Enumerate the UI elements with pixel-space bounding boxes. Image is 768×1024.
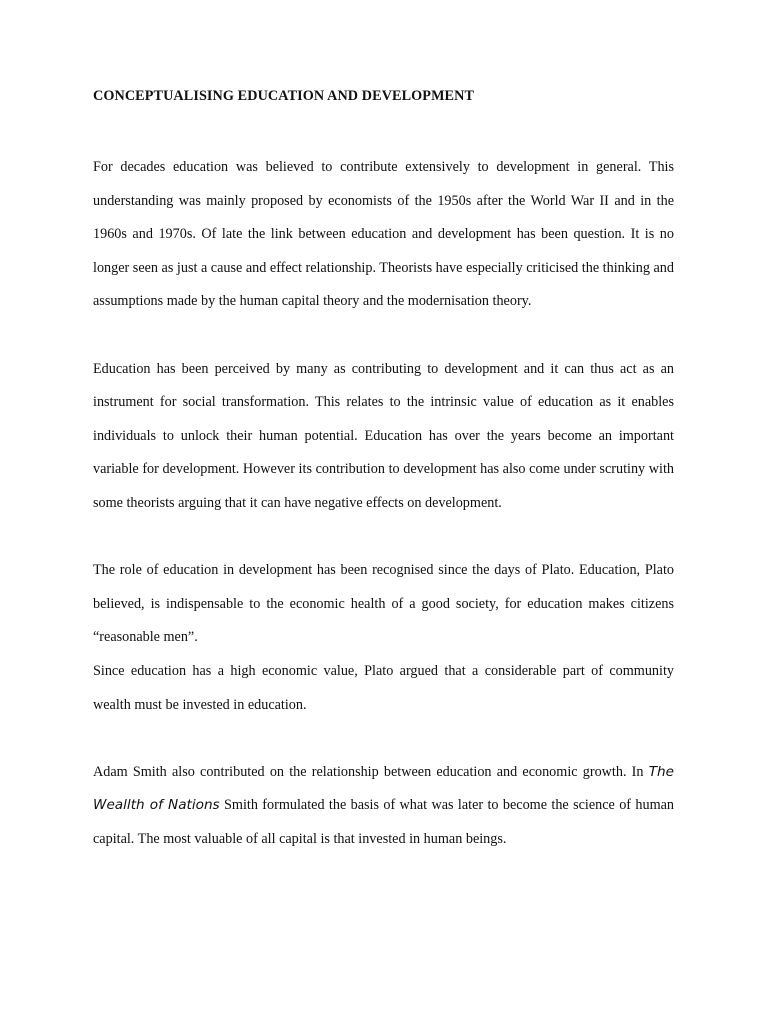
book-title: The Weallth of Nations (93, 763, 674, 814)
document-title: CONCEPTUALISING EDUCATION AND DEVELOPMENT (93, 88, 475, 104)
paragraph-adam-smith-rest: Smith formulated the basis of what was later to become the science of human capital. The most valuable of all capital is that invested in human beings. (93, 797, 675, 847)
paragraph-plato-education: The role of education in development has been recognised since the days of Plato. Education, Plato believed, is indispensable to the economic health of a good society, for education makes citizens “reasonable men”. (93, 562, 674, 646)
paragraph-adam-smith-intro: Adam Smith also contributed on the relationship between education and economic growth. In (93, 763, 649, 780)
paragraph-education-social-transformation: Education has been perceived by many as contributing to development and it can thus act as an instrument for social transformation. This relates to the intrinsic value of education as it enables individuals to unlock their human potential. Education has over the years become an important variable for development. However its contribution to development has also come under scrutiny with some theorists arguing that it can have negative effects on development. (93, 360, 674, 511)
document-body (93, 84, 674, 856)
paragraph-education-development-history: For decades education was believed to contribute extensively to development in general. This understanding was mainly proposed by economists of the 1950s after the World War II and in the 1960s and 1970s. Of late the link between education and development has been question. It is no longer seen as just a cause and effect relationship. Theorists have especially criticised the thinking and assumptions made by the human capital theory and the modernisation theory. (93, 159, 674, 310)
paragraph-plato-investment: Since education has a high economic value, Plato argued that a considerable part of community wealth must be invested in education. (93, 662, 674, 713)
paragraph-adam-smith (93, 756, 674, 857)
